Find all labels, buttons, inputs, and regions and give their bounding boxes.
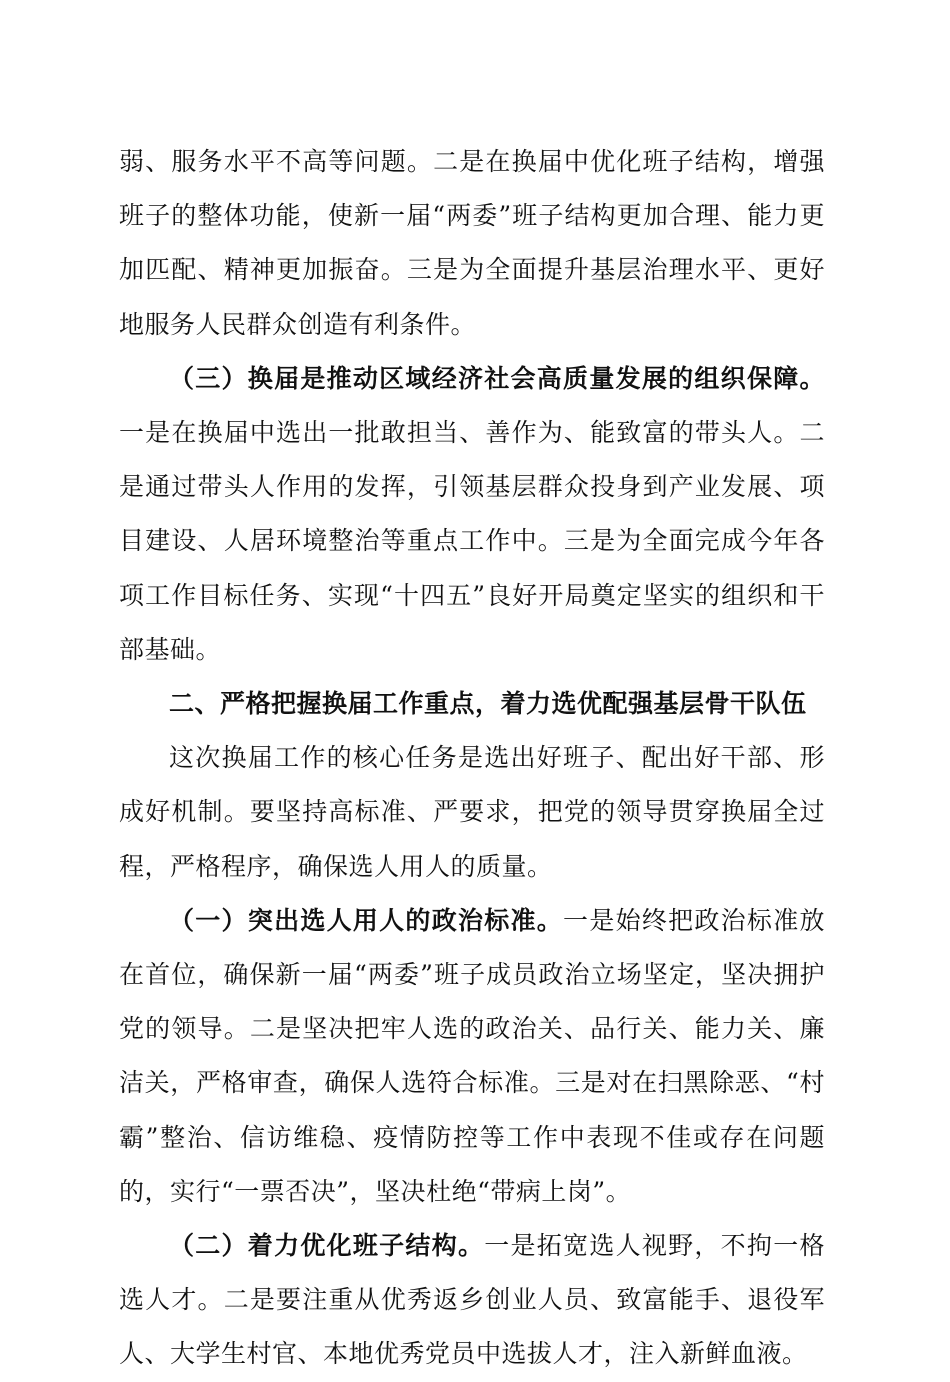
paragraph-lead: （二）着力优化班子结构。: [169, 1231, 485, 1261]
paragraph-two: [119, 1219, 825, 1382]
paragraph-continuation: 弱、服务水平不高等问题。二是在换届中优化班子结构，增强班子的整体功能，使新一届“两委”班子结构更加合理、能力更加匹配、精神更加振奋。三是为全面提升基层治理水平、更好地服务人民群众创造有利条件。: [119, 147, 825, 339]
section-intro-paragraph: 这次换届工作的核心任务是选出好班子、配出好干部、形成好机制。要坚持高标准、严要求，把党的领导贯穿换届全过程，严格程序，确保选人用人的质量。: [119, 743, 825, 881]
paragraph-lead: （一）突出选人用人的政治标准。: [169, 905, 564, 935]
paragraph-lead: （三）换届是推动区域经济社会高质量发展的组织保障。: [169, 363, 825, 393]
document-body: [119, 135, 825, 1382]
paragraph-body: 一是在换届中选出一批敢担当、善作为、能致富的带头人。二是通过带头人作用的发挥，引领基层群众投身到产业发展、项目建设、人居环境整治等重点工作中。三是为全面完成今年各项工作目标任务、实现“十四五”良好开局奠定坚实的组织和干部基础。: [119, 418, 825, 664]
paragraph-one: [119, 894, 825, 1219]
section-heading: 二、严格把握换届工作重点，着力选优配强基层骨干队伍: [169, 689, 807, 719]
paragraph-body: 一是拓宽选人视野，不拘一格选人才。二是要注重从优秀返乡创业人员、致富能手、退役军人、大学生村官、本地优秀党员中选拔人才，注入新鲜血液。: [119, 1231, 825, 1369]
paragraph-three: [119, 352, 825, 677]
paragraph-body: 一是始终把政治标准放在首位，确保新一届“两委”班子成员政治立场坚定，坚决拥护党的领导。二是坚决把牢人选的政治关、品行关、能力关、廉洁关，严格审查，确保人选符合标准。三是对在扫黑除恶、“村霸”整治、信访维稳、疫情防控等工作中表现不佳或存在问题的，实行“一票否决”，坚决杜绝“带病上岗”。: [119, 905, 825, 1206]
